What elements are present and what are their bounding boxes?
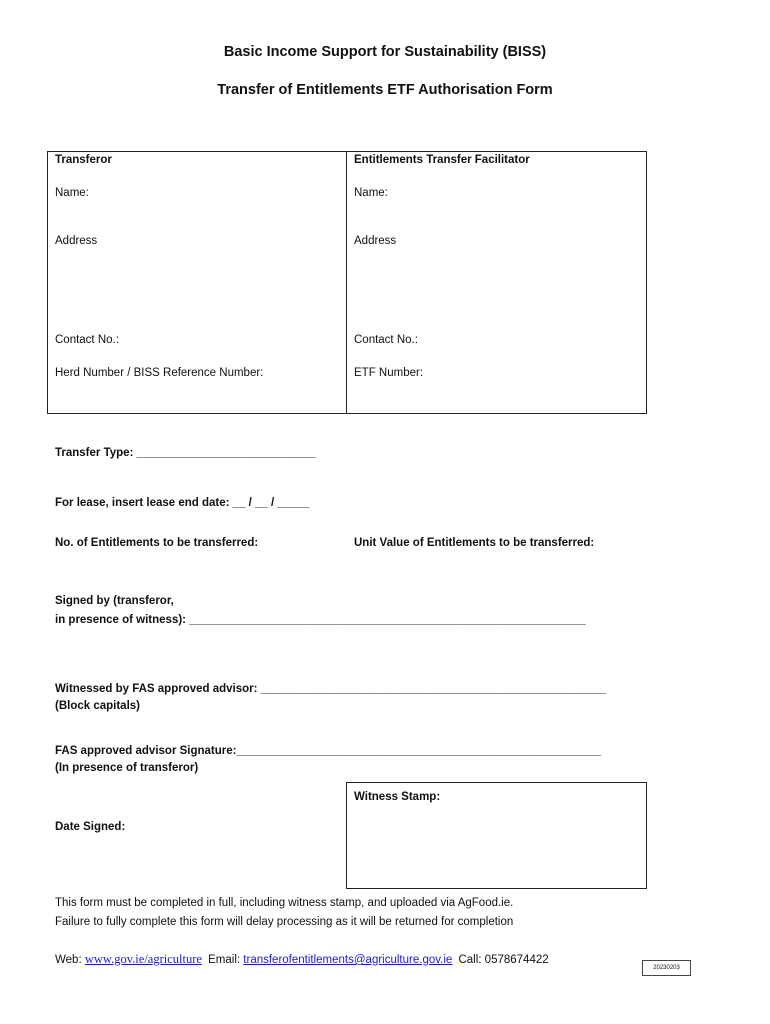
transferor-reference-label: Herd Number / BISS Reference Number: xyxy=(55,367,264,379)
block-capitals-note: (Block capitals) xyxy=(55,700,140,712)
web-label: Web: xyxy=(55,954,82,966)
email-label: Email: xyxy=(208,954,241,966)
lease-end-date-field: For lease, insert lease end date: __ / __ / _____ xyxy=(55,497,310,509)
witnessed-by-line: Witnessed by FAS approved advisor: ______________________________________________________ xyxy=(55,683,607,695)
etf-number-label: ETF Number: xyxy=(354,367,424,379)
signed-by-line: in presence of witness): ______________________________________________________________ xyxy=(55,614,586,626)
transfer-type-field: Transfer Type: ____________________________ xyxy=(55,447,316,459)
signed-by-label: Signed by (transferor, xyxy=(55,595,174,607)
in-presence-note: (In presence of transferor) xyxy=(55,762,199,774)
facilitator-address-label: Address xyxy=(354,235,397,247)
witness-stamp-label: Witness Stamp: xyxy=(354,791,441,803)
fas-signature-line: FAS approved advisor Signature:_________________________________________________________ xyxy=(55,745,602,757)
table-divider xyxy=(346,151,347,414)
form-title: Basic Income Support for Sustainability (BISS) xyxy=(223,44,547,60)
completion-note: This form must be completed in full, including witness stamp, and uploaded via AgFood.ie. xyxy=(55,897,514,909)
transferor-contact-label: Contact No.: xyxy=(55,334,119,346)
form-subtitle: Transfer of Entitlements ETF Authorisation Form xyxy=(217,82,553,98)
facilitator-heading: Entitlements Transfer Facilitator xyxy=(354,154,530,166)
facilitator-name-label: Name: xyxy=(354,187,388,199)
unit-value-label: Unit Value of Entitlements to be transferred: xyxy=(354,537,595,549)
footer-contact xyxy=(55,952,549,967)
transferor-name-label: Name: xyxy=(55,187,89,199)
num-entitlements-label: No. of Entitlements to be transferred: xyxy=(55,537,259,549)
date-signed-label: Date Signed: xyxy=(55,821,126,833)
call-label: Call: 0578674422 xyxy=(458,954,549,966)
email-link[interactable]: transferofentitlements@agriculture.gov.ie xyxy=(243,954,453,966)
form-code-box: 20230203 xyxy=(642,960,691,976)
facilitator-contact-label: Contact No.: xyxy=(354,334,418,346)
transferor-heading: Transferor xyxy=(55,154,112,166)
processing-note: Failure to fully complete this form will delay processing as it will be returned for completion xyxy=(55,916,514,928)
transferor-address-label: Address xyxy=(55,235,98,247)
web-link[interactable]: www.gov.ie/agriculture xyxy=(84,952,202,966)
